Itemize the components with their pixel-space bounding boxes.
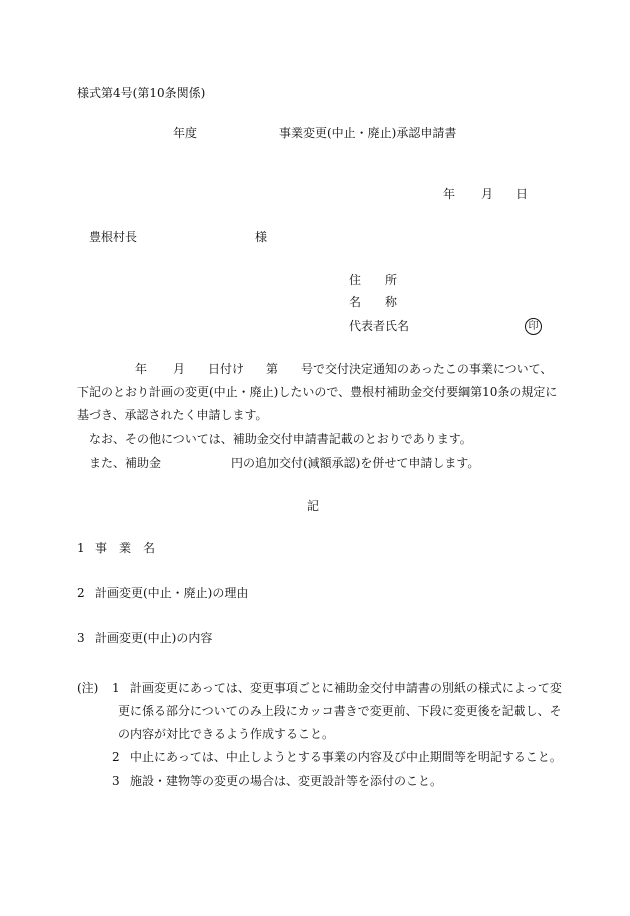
body-line3: 基づき、承認されたく申請します。 [77, 408, 268, 422]
body-month: 月 [173, 362, 186, 376]
body-number-prefix: 第 [266, 362, 279, 376]
date-month: 月 [481, 187, 494, 201]
notes-label: (注) [77, 681, 99, 695]
item-label: 事 業 名 [95, 541, 156, 555]
body-line1-rest: 号で交付決定通知のあったこの事業について、 [301, 362, 553, 376]
document-title: 事業変更(中止・廃止)承認申請書 [279, 126, 457, 140]
form-number: 様式第4号(第10条関係) [77, 86, 206, 100]
applicant-representative-label: 代表者氏名 [349, 319, 410, 333]
addressee-name: 豊根村長 [89, 230, 138, 244]
note-number: 1 [112, 681, 120, 695]
addressee-honorific: 様 [255, 230, 268, 244]
item-label: 計画変更(中止・廃止)の理由 [95, 586, 249, 600]
note-number: 3 [112, 774, 120, 788]
date-year: 年 [443, 187, 456, 201]
applicant-address-label: 住 所 [349, 273, 398, 287]
item-number: 2 [77, 586, 85, 600]
seal-mark: 印 [525, 318, 542, 335]
body-dated: 日付け [208, 362, 245, 376]
body-line5-prefix: また、補助金 [89, 456, 162, 470]
item-number: 1 [77, 541, 85, 555]
note3-text: 施設・建物等の変更の場合は、変更設計等を添付のこと。 [130, 774, 443, 788]
body-year: 年 [135, 362, 148, 376]
body-line2: 下記のとおり計画の変更(中止・廃止)したいので、豊根村補助金交付要綱第10条の規定に [77, 385, 558, 399]
note-number: 2 [112, 750, 120, 764]
applicant-name-label: 名 称 [349, 295, 398, 309]
body-line5-suffix: 円の追加交付(減額承認)を併せて申請します。 [231, 456, 480, 470]
note2-text: 中止にあっては、中止しようとする事業の内容及び中止期間等を明記すること。 [130, 750, 562, 764]
body-line4: なお、その他については、補助金交付申請書記載のとおりであります。 [89, 432, 472, 446]
date-day: 日 [516, 187, 529, 201]
note1-line3: の内容が対比できるよう作成すること。 [118, 727, 335, 741]
note1-line2: 更に係る部分についてのみ上段にカッコ書きで変更前、下段に変更後を記載し、そ [118, 704, 562, 718]
ki-heading: 記 [307, 499, 320, 513]
item-label: 計画変更(中止)の内容 [95, 631, 213, 645]
note1-line1: 計画変更にあっては、変更事項ごとに補助金交付申請書の別紙の様式によって変 [130, 681, 562, 695]
item-number: 3 [77, 631, 85, 645]
fiscal-year-label: 年度 [173, 126, 198, 140]
